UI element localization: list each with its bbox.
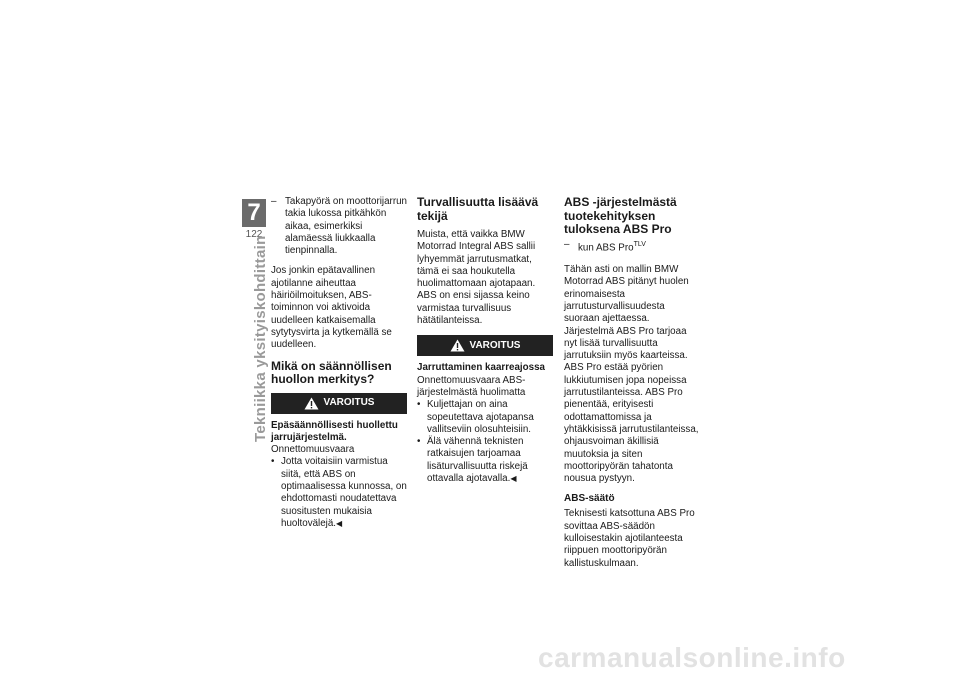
bullet-text: Kuljettajan on aina sopeutettava ajotapansa vallitseviin olosuhteisiin. [427, 399, 534, 435]
warning-triangle-icon [450, 339, 465, 352]
warning-label: VAROITUS [323, 396, 375, 408]
bullet-text: Älä vähennä teknisten ratkaisujen tarjoamaa lisäturvallisuutta riskejä ottavalla ajotavalla. [427, 436, 528, 485]
option-superscript: TLV [633, 240, 646, 248]
warning-banner [417, 335, 553, 356]
paragraph: Muista, että vaikka BMW Motorrad Integral ABS sallii lyhyemmät jarrutusmatkat, tämä ei saa houkutella huolimattomaan ajotapaan. ABS on ensi sijassa keino varmistaa turvallisuus hätätilanteissa. [417, 229, 536, 327]
bullet-list-item [271, 456, 407, 530]
column-3 [564, 196, 700, 578]
warning-triangle-icon [304, 397, 319, 410]
warning-subtitle: Onnettomuusvaara ABS-järjestelmästä huolimatta [417, 374, 526, 398]
column-1 [271, 196, 407, 530]
dash-marker: – [564, 238, 570, 250]
end-mark-icon: ◀ [336, 518, 343, 528]
chapter-tab [242, 199, 266, 240]
bullet-list-item [417, 399, 553, 436]
warning-title: Epäsäännöllisesti huollettu jarrujärjestelmä. [271, 419, 398, 443]
dash-list-item [564, 239, 700, 255]
column-2 [417, 196, 553, 485]
paragraph: Jos jonkin epätavallinen ajotilanne aiheuttaa häiriöilmoituksen, ABS-toiminnon voi aktivoida uudelleen katkaisemalla sytytysvirta ja kytkemällä se uudelleen. [271, 265, 392, 351]
watermark: carmanualsonline.info [538, 642, 846, 673]
warning-label: VAROITUS [469, 339, 521, 351]
side-chapter-title: Tekniikka yksityiskohdittain [252, 235, 269, 442]
warning-subtitle: Onnettomuusvaara [271, 444, 355, 456]
bullet-list-item [417, 436, 553, 485]
page-number: 122 [245, 229, 263, 240]
warning-banner [271, 393, 407, 414]
bullet-marker: • [417, 399, 421, 411]
paragraph: Teknisesti katsottuna ABS Pro sovittaa ABS-säädön kulloisestakin ajotilanteesta riippuen moottoripyörän kallistuskulmaan. [564, 508, 695, 569]
subsection-heading: ABS-säätö [564, 493, 615, 505]
section-heading: ABS -järjestelmästä tuotekehityksen tuloksena ABS Pro [564, 195, 677, 236]
chapter-number: 7 [242, 199, 266, 227]
paragraph: Tähän asti on mallin BMW Motorrad ABS pitänyt huolen erinomaisesta jarrutusturvallisuudesta suoraan ajettaessa. Järjestelmä ABS Pro tarjoaa nyt lisää turvallisuutta jarrutuksiin myös kaarteissa. ABS Pro estää pyörien lukkiutumisen jopa nopeissa jarrutustilanteissa. ABS Pro pienentää, erityisesti odottamattomissa ja yhtäkkisissä jarrutustilanteissa, ohjausvoiman äkillisiä muutoksia ja siten moottoripyörän tahatonta nousua pystyyn. [564, 264, 699, 485]
section-heading: Mikä on säännöllisen huollon merkitys? [271, 358, 392, 387]
dash-item-text: kun ABS Pro [578, 241, 634, 253]
dash-list-item [271, 196, 407, 257]
warning-title: Jarruttaminen kaarreajossa [417, 362, 545, 374]
end-mark-icon: ◀ [510, 474, 517, 484]
section-heading: Turvallisuutta lisäävä tekijä [417, 195, 539, 223]
bullet-text: Jotta voitaisiin varmistua siitä, että ABS on optimaalisessa kunnossa, on ehdottomasti noudatettava suositusten mukaisia huoltovälejä. [281, 456, 407, 529]
bullet-marker: • [271, 456, 275, 468]
bullet-marker: • [417, 436, 421, 448]
dash-item-text: Takapyörä on moottorijarrun takia lukossa pitkähkön aikaa, esimerkiksi alamäessä liukkaalla tienpinnalla. [285, 196, 407, 257]
dash-marker: – [271, 196, 277, 207]
